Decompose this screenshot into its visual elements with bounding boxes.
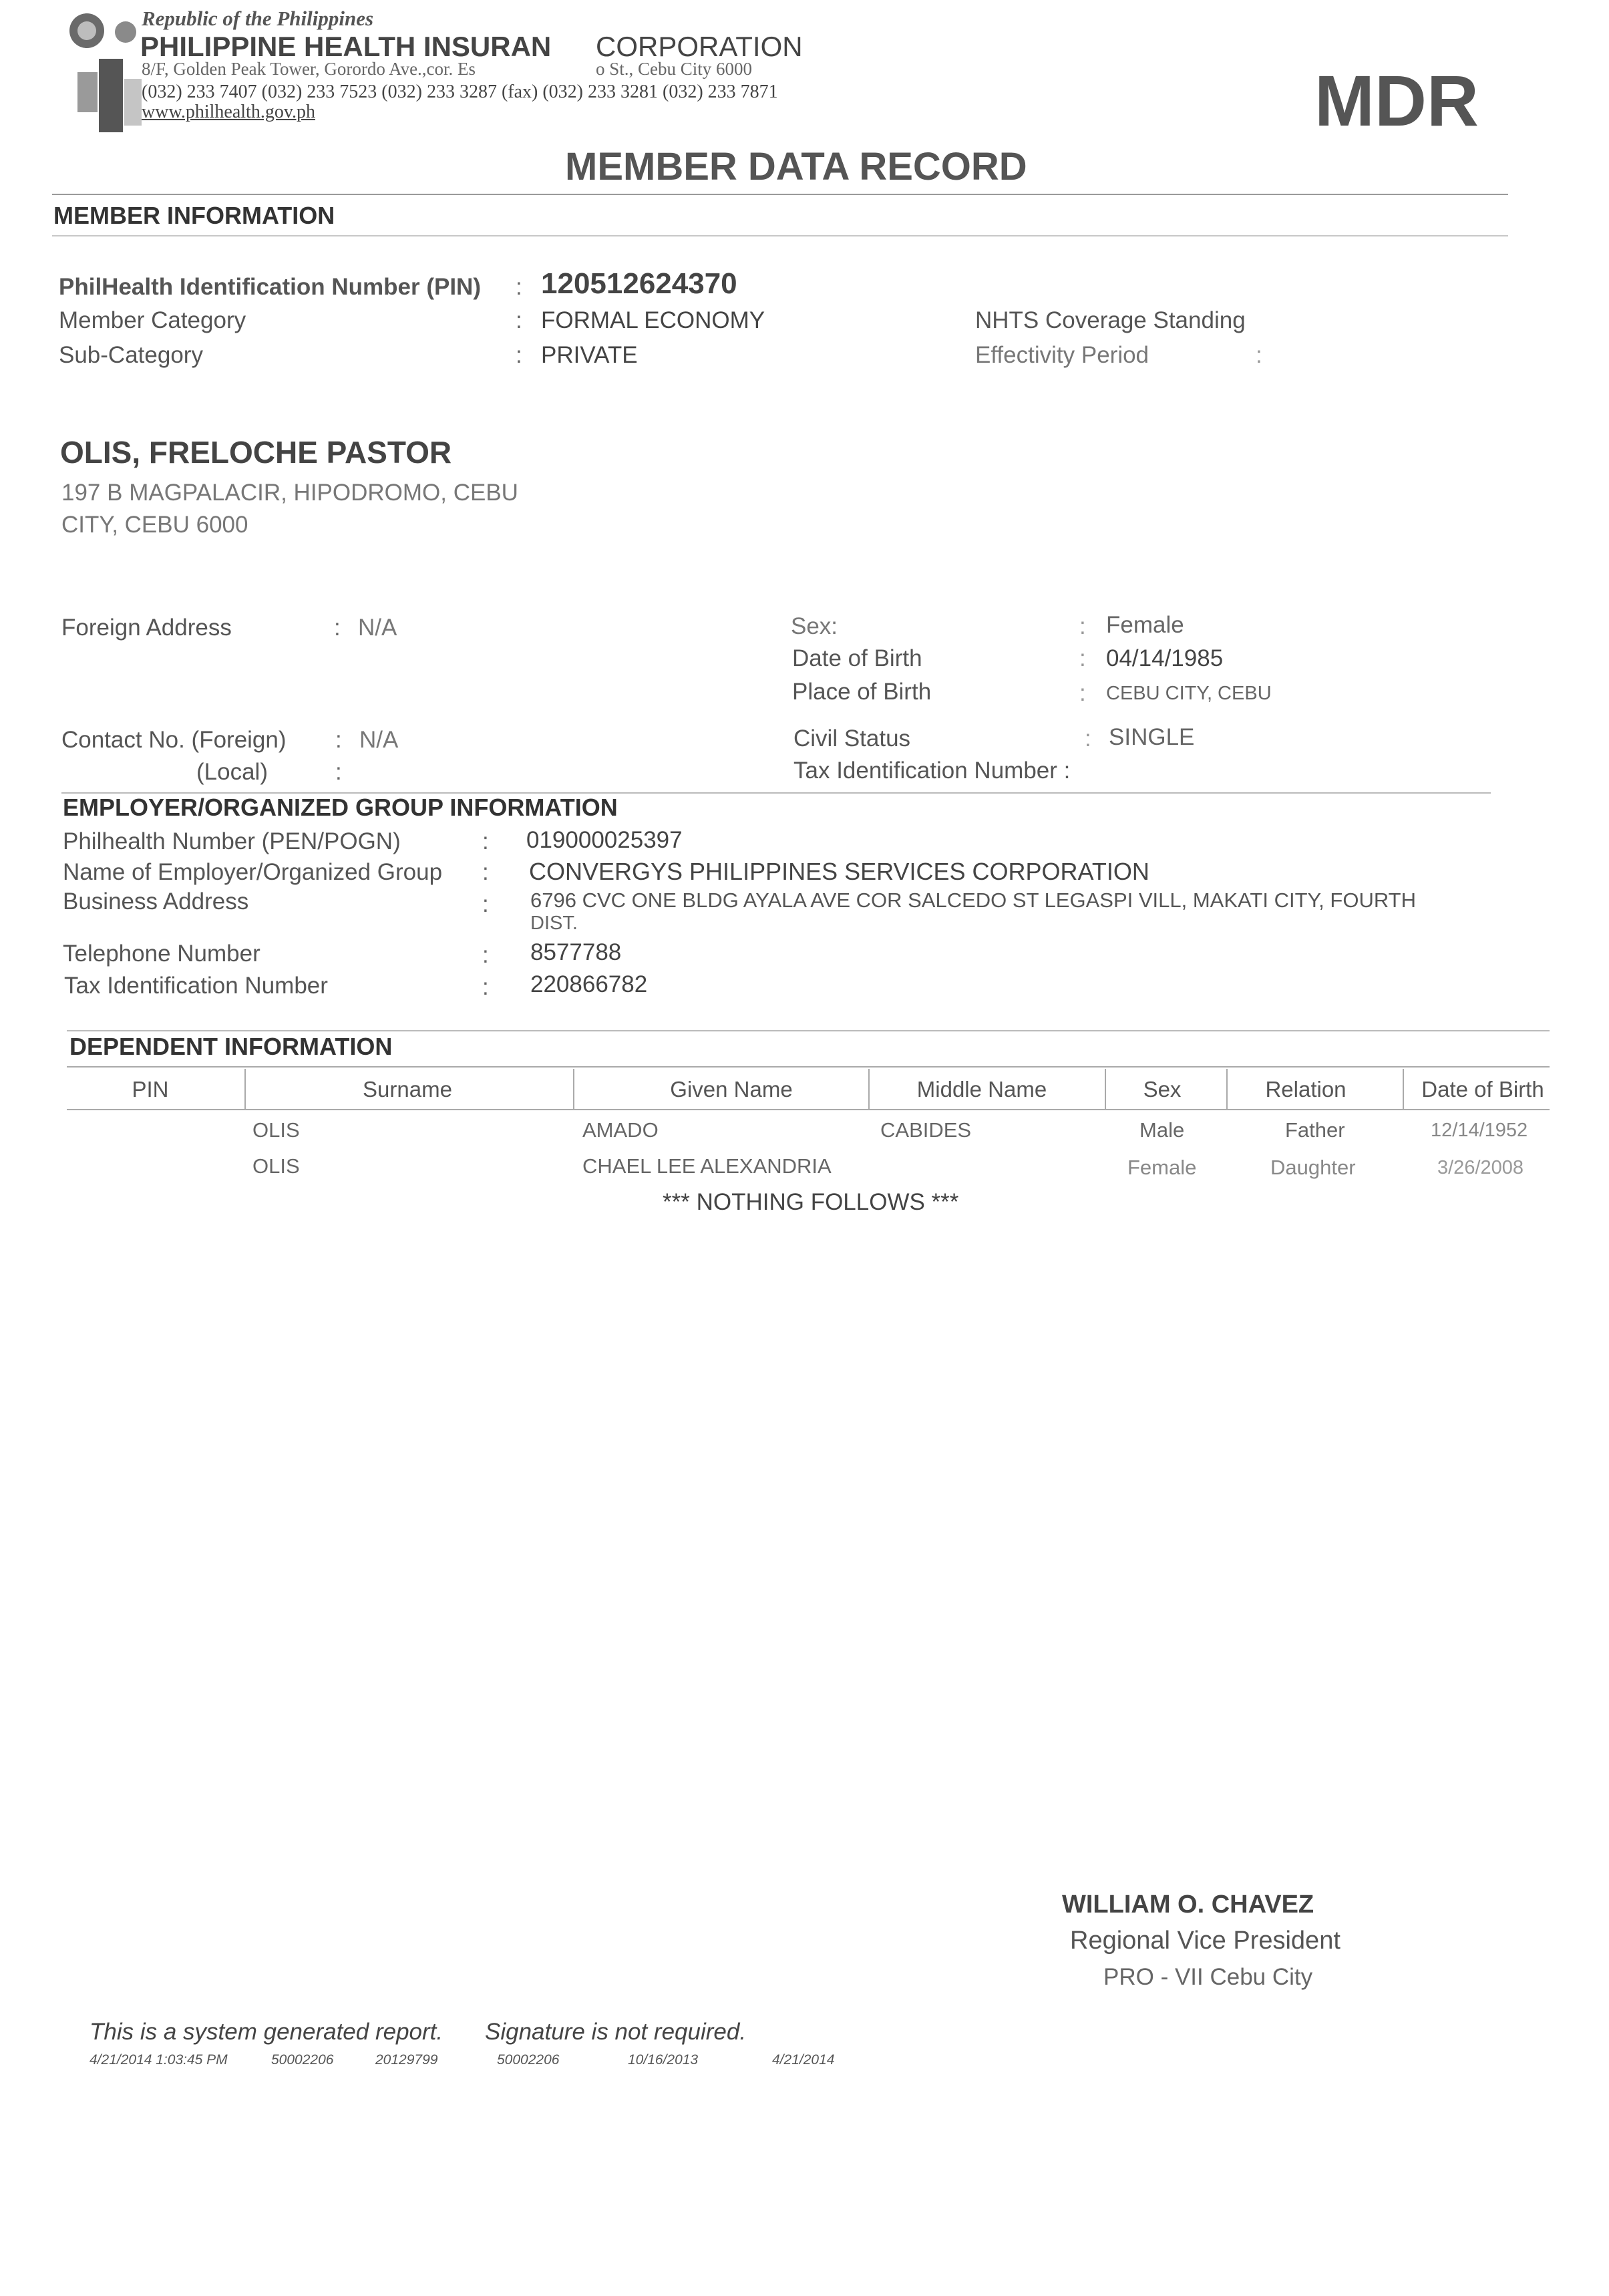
subcategory-value: PRIVATE xyxy=(541,342,638,368)
col-header-dob: Date of Birth xyxy=(1421,1077,1544,1102)
republic-text: Republic of the Philippines xyxy=(142,7,374,30)
sex-sep: : xyxy=(1079,613,1086,639)
employer-name-value: CONVERGYS PHILIPPINES SERVICES CORPORATION xyxy=(529,858,1149,885)
business-address-sep: : xyxy=(482,891,489,917)
footer-meta-date2: 4/21/2014 xyxy=(772,2052,835,2068)
dependent-row-1-relation: Father xyxy=(1285,1118,1345,1142)
col-header-surname: Surname xyxy=(363,1077,452,1102)
business-address-label: Business Address xyxy=(63,888,249,915)
contact-local-sep: : xyxy=(335,759,342,785)
employer-section-heading: EMPLOYER/ORGANIZED GROUP INFORMATION xyxy=(63,794,618,821)
col-divider xyxy=(868,1069,870,1110)
dependent-row-2-sex: Female xyxy=(1127,1156,1197,1179)
contact-local-label: (Local) xyxy=(196,759,268,785)
employer-phone-value: 8577788 xyxy=(530,939,622,965)
col-header-relation: Relation xyxy=(1265,1077,1347,1102)
doc-code: MDR xyxy=(1314,60,1479,141)
dependent-row-1-sex: Male xyxy=(1139,1118,1185,1142)
col-divider xyxy=(1226,1069,1228,1110)
employer-phone-label: Telephone Number xyxy=(63,941,260,967)
dependent-row-2-dob: 3/26/2008 xyxy=(1437,1157,1524,1178)
title-rule xyxy=(52,194,1508,195)
col-header-given-name: Given Name xyxy=(670,1077,793,1102)
dob-sep: : xyxy=(1079,645,1086,671)
nhts-label: NHTS Coverage Standing xyxy=(975,307,1246,333)
col-header-pin: PIN xyxy=(132,1077,169,1102)
foreign-address-value: N/A xyxy=(358,615,397,641)
subcategory-label: Sub-Category xyxy=(59,342,203,368)
contact-foreign-sep: : xyxy=(335,727,342,753)
pob-value: CEBU CITY, CEBU xyxy=(1106,683,1272,704)
business-address-line2: DIST. xyxy=(530,913,578,934)
org-phones: (032) 233 7407 (032) 233 7523 (032) 233 3287 (fax) (032) 233 3281 (032) 233 7871 xyxy=(142,81,778,102)
member-address-line1: 197 B MAGPALACIR, HIPODROMO, CEBU xyxy=(61,480,518,506)
contact-foreign-value: N/A xyxy=(359,727,399,753)
member-section-rule xyxy=(52,235,1508,236)
dependent-table-top-rule xyxy=(67,1066,1550,1068)
footer-meta-id1: 50002206 xyxy=(271,2052,334,2068)
page-title: MEMBER DATA RECORD xyxy=(565,145,1027,188)
foreign-address-sep: : xyxy=(334,615,341,641)
dependent-row-1-dob: 12/14/1952 xyxy=(1431,1120,1528,1141)
civil-status-label: Civil Status xyxy=(793,725,911,752)
dependent-header-bottom-rule xyxy=(67,1109,1550,1110)
dependent-section-heading: DEPENDENT INFORMATION xyxy=(69,1033,393,1060)
civil-status-sep: : xyxy=(1085,725,1091,752)
dependent-row-2-given: CHAEL LEE ALEXANDRIA xyxy=(582,1154,832,1178)
pin-label: PhilHealth Identification Number (PIN) xyxy=(59,274,481,300)
member-name: OLIS, FRELOCHE PASTOR xyxy=(60,435,452,470)
signatory-title: Regional Vice President xyxy=(1070,1927,1340,1955)
effectivity-label: Effectivity Period xyxy=(975,342,1149,368)
category-label: Member Category xyxy=(59,307,246,333)
org-address-left: 8/F, Golden Peak Tower, Gorordo Ave.,cor. Es xyxy=(142,59,476,79)
dependent-row-1-given: AMADO xyxy=(582,1118,659,1142)
dependent-section-top-rule xyxy=(67,1030,1550,1031)
philhealth-logo-icon xyxy=(59,12,146,139)
dob-label: Date of Birth xyxy=(792,645,922,671)
org-name-left: PHILIPPINE HEALTH INSURAN xyxy=(140,31,552,62)
pen-value: 019000025397 xyxy=(526,827,683,853)
footer-meta-date1: 10/16/2013 xyxy=(628,2052,699,2068)
employer-phone-sep: : xyxy=(482,942,489,968)
dependent-row-2-surname: OLIS xyxy=(252,1154,300,1178)
dependent-row-1-surname: OLIS xyxy=(252,1118,300,1142)
member-section-heading: MEMBER INFORMATION xyxy=(53,202,335,229)
dependent-row-1-middle: CABIDES xyxy=(880,1118,972,1142)
col-divider xyxy=(1105,1069,1106,1110)
signatory-name: WILLIAM O. CHAVEZ xyxy=(1062,1891,1314,1919)
member-address-line2: CITY, CEBU 6000 xyxy=(61,512,248,538)
dob-value: 04/14/1985 xyxy=(1106,645,1224,671)
pen-label: Philhealth Number (PEN/POGN) xyxy=(63,828,401,854)
pen-sep: : xyxy=(482,828,489,854)
footer-meta-timestamp: 4/21/2014 1:03:45 PM xyxy=(90,2052,228,2068)
pin-sep: : xyxy=(516,274,522,300)
category-value: FORMAL ECONOMY xyxy=(541,307,765,333)
footer-note-1: This is a system generated report. xyxy=(90,2019,443,2045)
footer-note-2: Signature is not required. xyxy=(485,2019,747,2045)
subcategory-sep: : xyxy=(516,342,522,368)
category-sep: : xyxy=(516,307,522,333)
col-header-sex: Sex xyxy=(1143,1077,1182,1102)
org-name-right: CORPORATION xyxy=(596,31,803,62)
member-tin-label: Tax Identification Number : xyxy=(793,758,1071,784)
effectivity-sep: : xyxy=(1256,342,1262,368)
org-address-right: o St., Cebu City 6000 xyxy=(596,59,753,79)
col-divider xyxy=(573,1069,574,1110)
sex-label: Sex: xyxy=(791,613,838,639)
employer-tin-sep: : xyxy=(482,974,489,1000)
business-address-line1: 6796 CVC ONE BLDG AYALA AVE COR SALCEDO ST LEGASPI VILL, MAKATI CITY, FOURTH xyxy=(530,888,1416,912)
footer-meta-id2: 20129799 xyxy=(375,2052,438,2068)
employer-tin-value: 220866782 xyxy=(530,971,648,997)
employer-tin-label: Tax Identification Number xyxy=(64,973,328,999)
contact-foreign-label: Contact No. (Foreign) xyxy=(61,727,287,753)
employer-name-sep: : xyxy=(482,859,489,885)
pob-sep: : xyxy=(1079,680,1086,706)
col-divider xyxy=(244,1069,246,1110)
pob-label: Place of Birth xyxy=(792,679,932,705)
signatory-office: PRO - VII Cebu City xyxy=(1103,1964,1313,1990)
col-header-middle-name: Middle Name xyxy=(916,1077,1047,1102)
org-website-link[interactable]: www.philhealth.gov.ph xyxy=(142,102,315,122)
foreign-address-label: Foreign Address xyxy=(61,615,232,641)
pin-value: 120512624370 xyxy=(541,267,737,300)
sex-value: Female xyxy=(1106,612,1184,638)
nothing-follows: *** NOTHING FOLLOWS *** xyxy=(663,1189,959,1215)
employer-name-label: Name of Employer/Organized Group xyxy=(63,859,443,885)
civil-status-value: SINGLE xyxy=(1109,724,1195,750)
dependent-row-2-relation: Daughter xyxy=(1270,1156,1356,1179)
footer-meta-id3: 50002206 xyxy=(497,2052,560,2068)
